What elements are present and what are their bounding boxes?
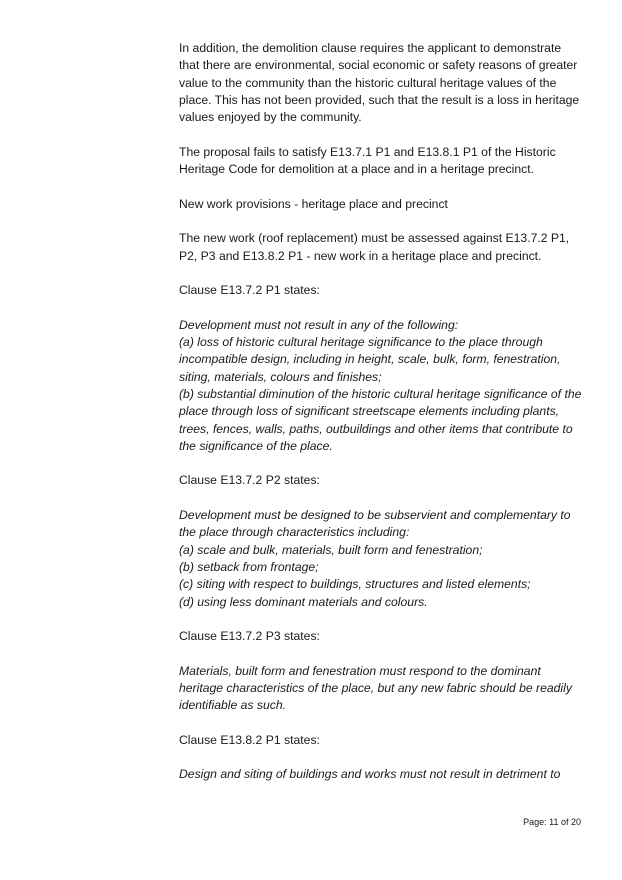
quote-intro: Development must be designed to be subservient and complementary to the place through characteristics including: xyxy=(179,508,571,540)
page-number: Page: 11 of 20 xyxy=(523,817,581,827)
quote-item-b: (b) setback from frontage; xyxy=(179,559,319,574)
clause-quote-e1372-p1 xyxy=(179,317,584,455)
paragraph-demolition-clause: In addition, the demolition clause requires the applicant to demonstrate that there are environmental, social economic or safety reasons of greater value to the community than the historic cultural heritage values of the place. This has not been provided, such that the result is a loss in heritage values enjoyed by the community. xyxy=(179,41,580,125)
clause-quote-e1372-p2 xyxy=(179,507,584,611)
paragraph-new-work-assessment: The new work (roof replacement) must be assessed against E13.7.2 P1, P2, P3 and E13.8.2 P1 - new work in a heritage place and precinct. xyxy=(179,231,570,263)
clause-quote-e1382-p1: Design and siting of buildings and works must not result in detriment to xyxy=(179,767,561,782)
quote-item-a: (a) scale and bulk, materials, built form and fenestration; xyxy=(179,542,483,557)
quote-intro: Development must not result in any of the following: xyxy=(179,317,459,332)
document-body xyxy=(179,40,584,801)
paragraph-proposal-fails: The proposal fails to satisfy E13.7.1 P1 and E13.8.1 P1 of the Historic Heritage Code for demolition at a place and in a heritage precinct. xyxy=(179,144,556,177)
clause-label-e1372-p1: Clause E13.7.2 P1 states: xyxy=(179,283,320,298)
quote-item-a: (a) loss of historic cultural heritage significance to the place through incompatible design, including in height, scale, bulk, form, fenestration, siting, materials, colours and finishes; xyxy=(179,335,561,384)
quote-item-b: (b) substantial diminution of the historic cultural heritage significance of the place through loss of significant streetscape elements including plants, trees, fences, walls, paths, outbuildings and other items that contribute to the significance of the place. xyxy=(179,386,582,453)
clause-label-e1382-p1: Clause E13.8.2 P1 states: xyxy=(179,732,320,747)
clause-quote-e1372-p3: Materials, built form and fenestration must respond to the dominant heritage characteristics of the place, but any new fabric should be readily identifiable as such. xyxy=(179,663,572,713)
clause-label-e1372-p2: Clause E13.7.2 P2 states: xyxy=(179,473,320,488)
clause-label-e1372-p3: Clause E13.7.2 P3 states: xyxy=(179,629,320,644)
quote-item-d: (d) using less dominant materials and colours. xyxy=(179,594,428,609)
section-heading-new-work: New work provisions - heritage place and precinct xyxy=(179,196,448,211)
quote-item-c: (c) siting with respect to buildings, structures and listed elements; xyxy=(179,577,531,592)
